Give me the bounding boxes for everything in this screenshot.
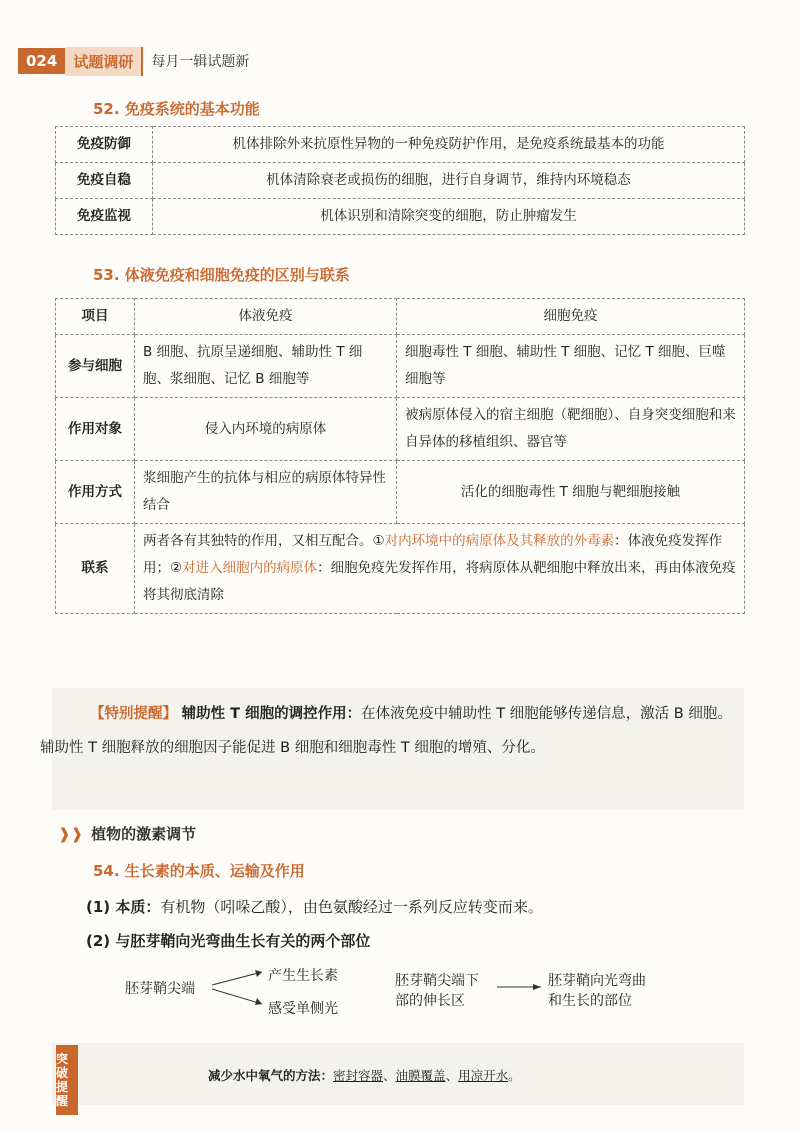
diagram-left-node: 胚芽鞘尖端	[125, 981, 195, 997]
bottom-note	[208, 1066, 521, 1084]
header-item: 项目	[56, 299, 135, 335]
diagram-top-out: 产生生长素	[268, 968, 338, 984]
method-3: 用凉开水	[458, 1068, 509, 1083]
separator: 、	[383, 1068, 396, 1083]
arrow-head	[255, 998, 262, 1005]
section-53-title: 53. 体液免疫和细胞免疫的区别与联系	[93, 266, 350, 284]
header-subtitle: 每月一辑试题新	[151, 54, 250, 70]
diagram-from-line-2: 部的伸长区	[395, 993, 465, 1009]
separator: 、	[445, 1068, 459, 1083]
row-text: 机体清除衰老或损伤的细胞，进行自身调节，维持内环境稳态	[153, 163, 745, 199]
row-label: 作用对象	[56, 398, 135, 461]
arrow-line	[212, 972, 262, 985]
page-number: 024	[18, 48, 65, 74]
end-mark: 。	[508, 1068, 521, 1083]
humoral-cell: 侵入内环境的病原体	[135, 398, 397, 461]
row-label: 免疫监视	[56, 199, 153, 235]
link-text: ：细胞免疫先发挥作用，将病原体从靶细胞中释放出来，再由体液免疫将其彻底清除	[143, 560, 736, 603]
link-highlight: 对进入细胞内的病原体	[182, 560, 318, 576]
header-humoral: 体液免疫	[135, 299, 397, 335]
bottom-prefix: 减少水中氧气的方法：	[208, 1068, 334, 1083]
point-1-label: (1) 本质：	[86, 898, 161, 916]
tip-label: 【特别提醒】	[90, 706, 177, 722]
cellular-cell: 细胞毒性 T 细胞、辅助性 T 细胞、记忆 T 细胞、巨噬细胞等	[397, 335, 745, 398]
method-2: 油膜覆盖	[395, 1068, 446, 1083]
point-2-label: (2) 与胚芽鞘向光弯曲生长有关的两个部位	[86, 932, 371, 950]
humoral-cell: 浆细胞产生的抗体与相应的病原体特异性结合	[135, 461, 397, 524]
arrow-line	[212, 989, 262, 1004]
tip-body: 在体液免疫中辅助性 T 细胞能够传递信息，激活 B 细胞。辅助性 T 细胞释放的细胞因子能促进 B 细胞和细胞毒性 T 细胞的增殖、分化。	[40, 706, 732, 756]
humoral-cell: B 细胞、抗原呈递细胞、辅助性 T 细胞、浆细胞、记忆 B 细胞等	[135, 335, 397, 398]
link-text: ：体液免疫发挥作用；②	[143, 533, 723, 576]
diagram-to-line-1: 胚芽鞘向光弯曲	[548, 973, 646, 989]
chevron-right-icon: ❱❱	[58, 824, 84, 843]
row-label: 免疫防御	[56, 127, 153, 163]
diagram-from-line-1: 胚芽鞘尖端下	[395, 973, 479, 989]
link-highlight: 对内环境中的病原体及其释放的外毒素	[384, 533, 615, 549]
row-label: 参与细胞	[56, 335, 135, 398]
diagram-to-line-2: 和生长的部位	[548, 993, 632, 1009]
arrow-head	[255, 970, 262, 977]
arrow-head	[533, 984, 541, 990]
row-text: 机体识别和清除突变的细胞，防止肿瘤发生	[153, 199, 745, 235]
diagram-bottom-out: 感受单侧光	[268, 1001, 338, 1017]
tip-bold: 辅助性 T 细胞的调控作用：	[181, 706, 362, 722]
point-1-text: 有机物（吲哚乙酸），由色氨酸经过一系列反应转变而来。	[160, 898, 543, 916]
header-cellular: 细胞免疫	[397, 299, 745, 335]
side-tag: 突破提醒	[56, 1045, 78, 1115]
cellular-cell: 活化的细胞毒性 T 细胞与靶细胞接触	[397, 461, 745, 524]
row-text: 机体排除外来抗原性异物的一种免疫防护作用，是免疫系统最基本的功能	[153, 127, 745, 163]
subsection-title: 植物的激素调节	[91, 825, 197, 843]
section-tag: 试题调研	[65, 47, 143, 76]
row-label: 联系	[56, 524, 135, 614]
method-1: 密封容器	[333, 1068, 384, 1083]
link-text: 两者各有其独特的作用，又相互配合。①	[143, 533, 385, 549]
cellular-cell: 被病原体侵入的宿主细胞（靶细胞）、自身突变细胞和来自异体的移植组织、器官等	[397, 398, 745, 461]
row-label: 免疫自稳	[56, 163, 153, 199]
section-52-title: 52. 免疫系统的基本功能	[93, 100, 260, 118]
row-label: 作用方式	[56, 461, 135, 524]
section-54-title: 54. 生长素的本质、运输及作用	[93, 862, 305, 880]
